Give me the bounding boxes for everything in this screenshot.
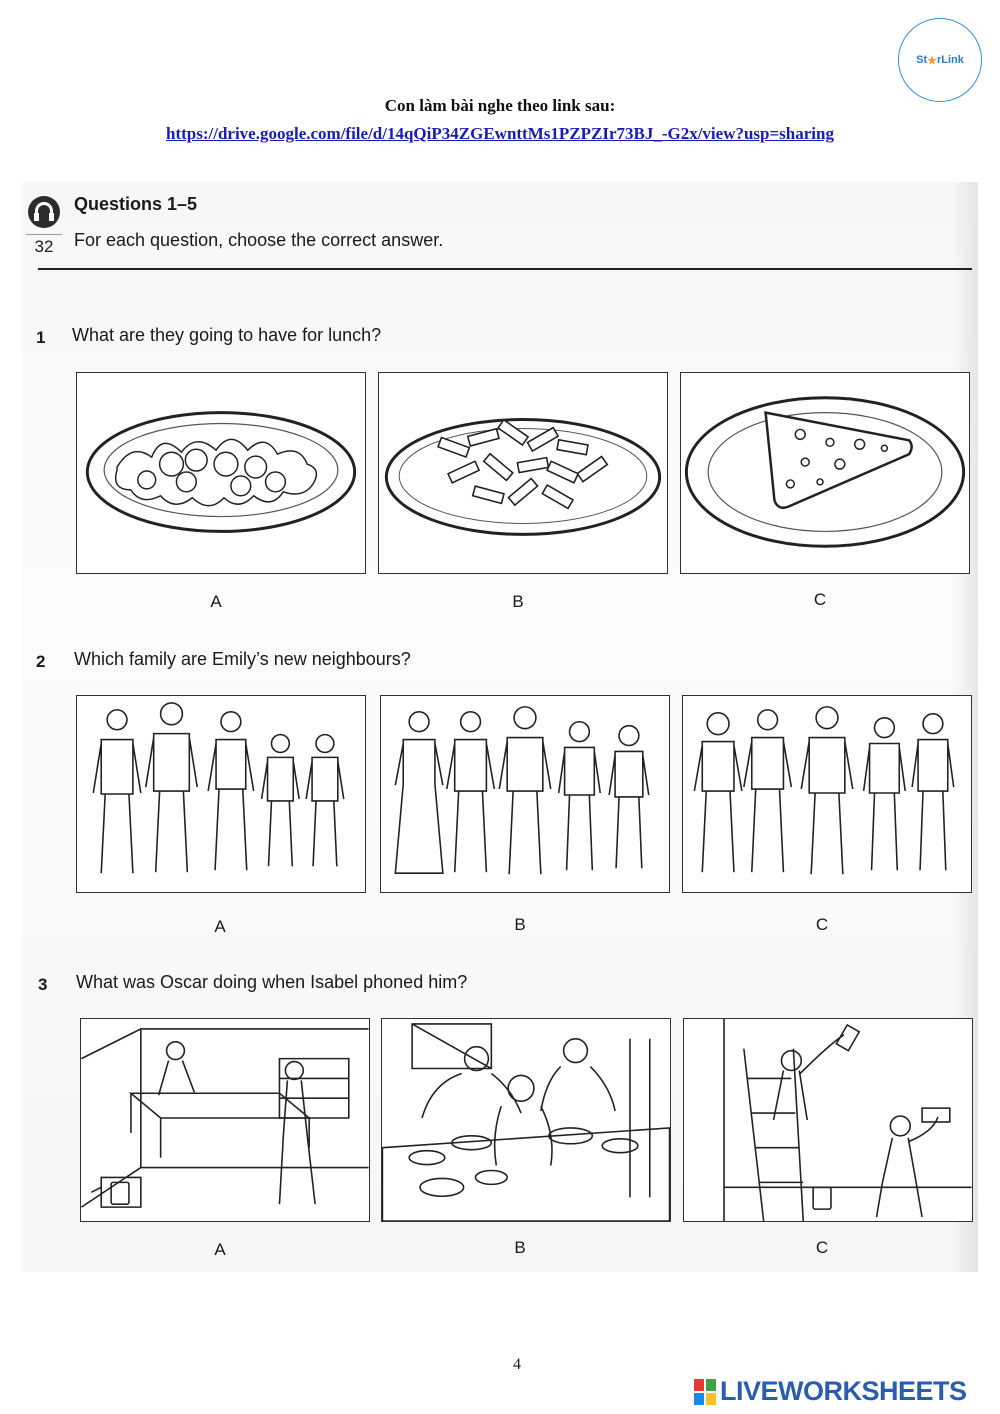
instruction-title: Con làm bài nghe theo link sau:	[384, 96, 616, 115]
option-3a-moving-furniture-picture[interactable]	[80, 1018, 370, 1222]
logo-text-a: St	[916, 54, 928, 66]
section-instruction: For each question, choose the correct answer.	[74, 230, 444, 250]
liveworksheets-logo	[694, 1376, 967, 1407]
option-label: B	[514, 1238, 526, 1257]
option-label: A	[210, 592, 222, 611]
option-label: A	[214, 917, 226, 936]
logo-star-icon: ★	[927, 54, 937, 67]
headphone-icon	[28, 196, 60, 228]
option-3b-eating-meal-picture[interactable]	[381, 1018, 671, 1222]
option-label: A	[214, 1240, 226, 1259]
option-label: B	[514, 915, 526, 934]
starlink-logo	[898, 18, 982, 102]
option-2a-family-picture[interactable]	[76, 695, 366, 893]
option-1c-pizza-picture[interactable]	[680, 372, 970, 574]
option-3c-painting-wall-picture[interactable]	[683, 1018, 973, 1222]
section-divider	[38, 268, 972, 270]
logo-text-b: rLink	[936, 54, 964, 66]
option-2c-family-picture[interactable]	[682, 695, 972, 893]
question-number: 3	[38, 975, 48, 994]
question-number: 1	[36, 328, 46, 347]
question-text: Which family are Emily’s new neighbours?	[74, 649, 411, 669]
question-text: What are they going to have for lunch?	[72, 325, 382, 345]
option-2b-family-picture[interactable]	[380, 695, 670, 893]
liveworksheets-wordmark: LIVEWORKSHEETS	[720, 1376, 967, 1406]
audio-link[interactable]: https://drive.google.com/file/d/14qQiP34ZGEwnttMs1PZPZIr73BJ_-G2x/view?usp=sharing	[166, 124, 834, 143]
track-number: 32	[26, 234, 62, 257]
page-number: 4	[513, 1356, 521, 1373]
option-label: C	[815, 1238, 829, 1257]
scanned-worksheet	[22, 182, 978, 1272]
option-1b-pasta-picture[interactable]	[378, 372, 668, 574]
option-label: C	[815, 915, 829, 934]
option-label: C	[813, 590, 827, 609]
liveworksheets-icon	[694, 1379, 716, 1405]
section-title: Questions 1–5	[74, 194, 198, 214]
question-number: 2	[36, 652, 46, 671]
option-1a-salad-picture[interactable]	[76, 372, 366, 574]
option-label: B	[512, 592, 524, 611]
question-text: What was Oscar doing when Isabel phoned him?	[76, 972, 468, 992]
